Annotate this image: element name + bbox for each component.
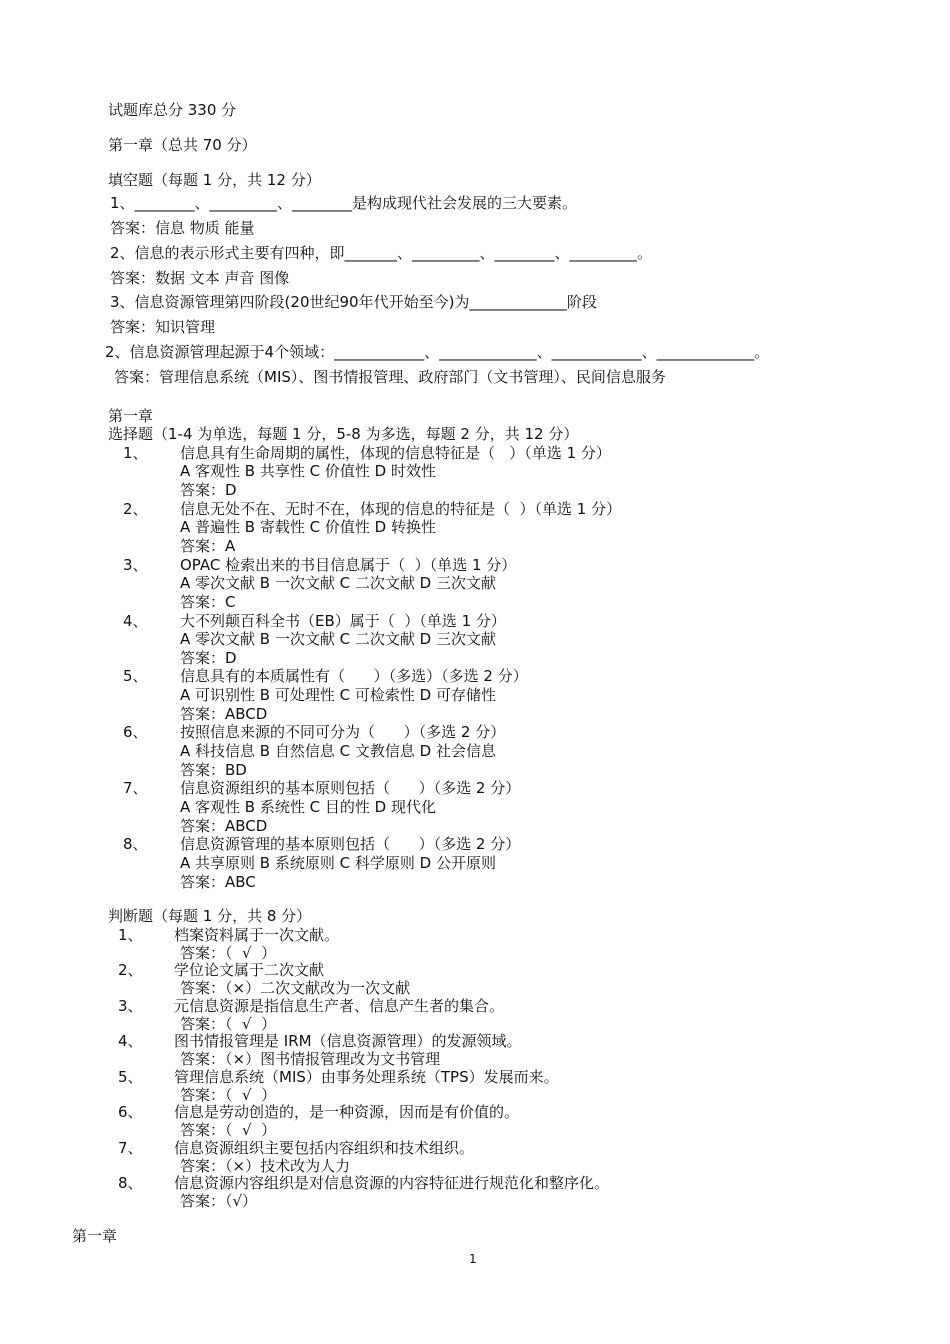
judge-heading: 判断题（每题 1 分，共 8 分） <box>108 907 312 925</box>
question-number: 5、 <box>123 667 148 685</box>
choice-answer: 答案：D <box>180 481 237 499</box>
choice-heading: 选择题（1-4 为单选，每题 1 分，5-8 为多选，每题 2 分，共 12 分） <box>108 425 579 443</box>
choice-options: A 零次文献 B 一次文献 C 二次文献 D 三次文献 <box>180 574 496 592</box>
judge-statement: 管理信息系统（MIS）由事务处理系统（TPS）发展而来。 <box>174 1068 559 1086</box>
choice-options: A 普遍性 B 寄载性 C 价值性 D 转换性 <box>180 518 436 536</box>
question-number: 2、 <box>123 500 148 518</box>
choice-question: 大不列颠百科全书（EB）属于（ ）（单选 1 分） <box>180 612 506 630</box>
question-number: 8、 <box>123 835 148 853</box>
question-number: 3、 <box>123 556 148 574</box>
fill-blank-question: 2、信息资源管理起源于4个领域：____________、_____________、____________、_____________。 <box>105 343 770 361</box>
fill-blank-answer: 答案：信息 物质 能量 <box>110 219 255 237</box>
choice-answer: 答案：ABCD <box>180 817 268 835</box>
choice-options: A 科技信息 B 自然信息 C 文教信息 D 社会信息 <box>180 742 496 760</box>
question-number: 6、 <box>123 723 148 741</box>
choice-question: 信息资源管理的基本原则包括（ ）（多选 2 分） <box>180 835 521 853</box>
judge-answer: 答案：（ √ ） <box>180 944 277 962</box>
choice-question: 信息无处不在、无时不在，体现的信息的特征是（ ）（单选 1 分） <box>180 500 622 518</box>
judge-answer: 答案：（ √ ） <box>180 1015 277 1033</box>
fill-blank-answer: 答案：数据 文本 声音 图像 <box>110 269 290 287</box>
fill-blank-question: 1、________、_________、________是构成现代社会发展的三大要素。 <box>110 194 578 212</box>
fill-blank-answer: 答案：知识管理 <box>110 318 216 336</box>
choice-answer: 答案：A <box>180 537 236 555</box>
question-number: 5、 <box>118 1068 143 1086</box>
chapter-title: 第一章（总共 70 分） <box>108 136 257 154</box>
question-number: 2、 <box>118 961 143 979</box>
choice-question: 信息具有的本质属性有（ ）（多选）（多选 2 分） <box>180 667 528 685</box>
judge-answer: 答案：（ √ ） <box>180 1121 277 1139</box>
question-number: 6、 <box>118 1103 143 1121</box>
choice-options: A 零次文献 B 一次文献 C 二次文献 D 三次文献 <box>180 630 496 648</box>
bank-total-score: 试题库总分 330 分 <box>108 101 237 119</box>
page-number: 1 <box>469 1252 477 1266</box>
question-number: 4、 <box>118 1032 143 1050</box>
judge-answer: 答案：（√） <box>180 1192 258 1210</box>
question-number: 1、 <box>118 926 143 944</box>
choice-options: A 客观性 B 系统性 C 目的性 D 现代化 <box>180 798 436 816</box>
fill-blank-question: 3、信息资源管理第四阶段(20世纪90年代开始至今)为_____________阶段 <box>110 293 597 311</box>
judge-answer: 答案：（×）技术改为人力 <box>180 1157 351 1175</box>
choice-options: A 可识别性 B 可处理性 C 可检索性 D 可存储性 <box>180 686 496 704</box>
question-number: 8、 <box>118 1174 143 1192</box>
choice-question: 信息具有生命周期的属性，体现的信息特征是（ ）（单选 1 分） <box>180 444 611 462</box>
judge-statement: 信息是劳动创造的，是一种资源，因而是有价值的。 <box>174 1103 520 1121</box>
question-number: 1、 <box>123 444 148 462</box>
judge-answer: 答案：（ √ ） <box>180 1086 277 1104</box>
choice-answer: 答案：C <box>180 593 236 611</box>
choice-answer: 答案：D <box>180 649 237 667</box>
judge-statement: 元信息资源是指信息生产者、信息产生者的集合。 <box>174 997 505 1015</box>
choice-options: A 共享原则 B 系统原则 C 科学原则 D 公开原则 <box>180 854 496 872</box>
fill-blank-question: 2、信息的表示形式主要有四种，即_______、_________、________、_________。 <box>110 244 653 262</box>
judge-statement: 图书情报管理是 IRM（信息资源管理）的发源领域。 <box>174 1032 522 1050</box>
choice-question: 按照信息来源的不同可分为（ ）（多选 2 分） <box>180 723 506 741</box>
choice-answer: 答案：BD <box>180 761 247 779</box>
question-number: 7、 <box>118 1139 143 1157</box>
judge-statement: 信息资源内容组织是对信息资源的内容特征进行规范化和整序化。 <box>174 1174 610 1192</box>
judge-statement: 档案资料属于一次文献。 <box>174 926 340 944</box>
choice-question: 信息资源组织的基本原则包括（ ）（多选 2 分） <box>180 779 521 797</box>
choice-options: A 客观性 B 共享性 C 价值性 D 时效性 <box>180 462 436 480</box>
choice-answer: 答案：ABCD <box>180 705 268 723</box>
chapter-label: 第一章 <box>108 407 154 425</box>
choice-question: OPAC 检索出来的书目信息属于（ ）（单选 1 分） <box>180 556 517 574</box>
fill-blank-heading: 填空题（每题 1 分，共 12 分） <box>108 171 321 189</box>
judge-statement: 学位论文属于二次文献 <box>174 961 325 979</box>
fill-blank-answer: 答案：管理信息系统（MIS）、图书情报管理、政府部门（文书管理）、民间信息服务 <box>114 368 666 386</box>
question-number: 4、 <box>123 612 148 630</box>
judge-statement: 信息资源组织主要包括内容组织和技术组织。 <box>174 1139 475 1157</box>
judge-answer: 答案：（×）二次文献改为一次文献 <box>180 979 411 997</box>
choice-answer: 答案：ABC <box>180 873 256 891</box>
question-number: 7、 <box>123 779 148 797</box>
question-number: 3、 <box>118 997 143 1015</box>
chapter-footer-label: 第一章 <box>72 1227 118 1245</box>
judge-answer: 答案：（×）图书情报管理改为文书管理 <box>180 1050 441 1068</box>
